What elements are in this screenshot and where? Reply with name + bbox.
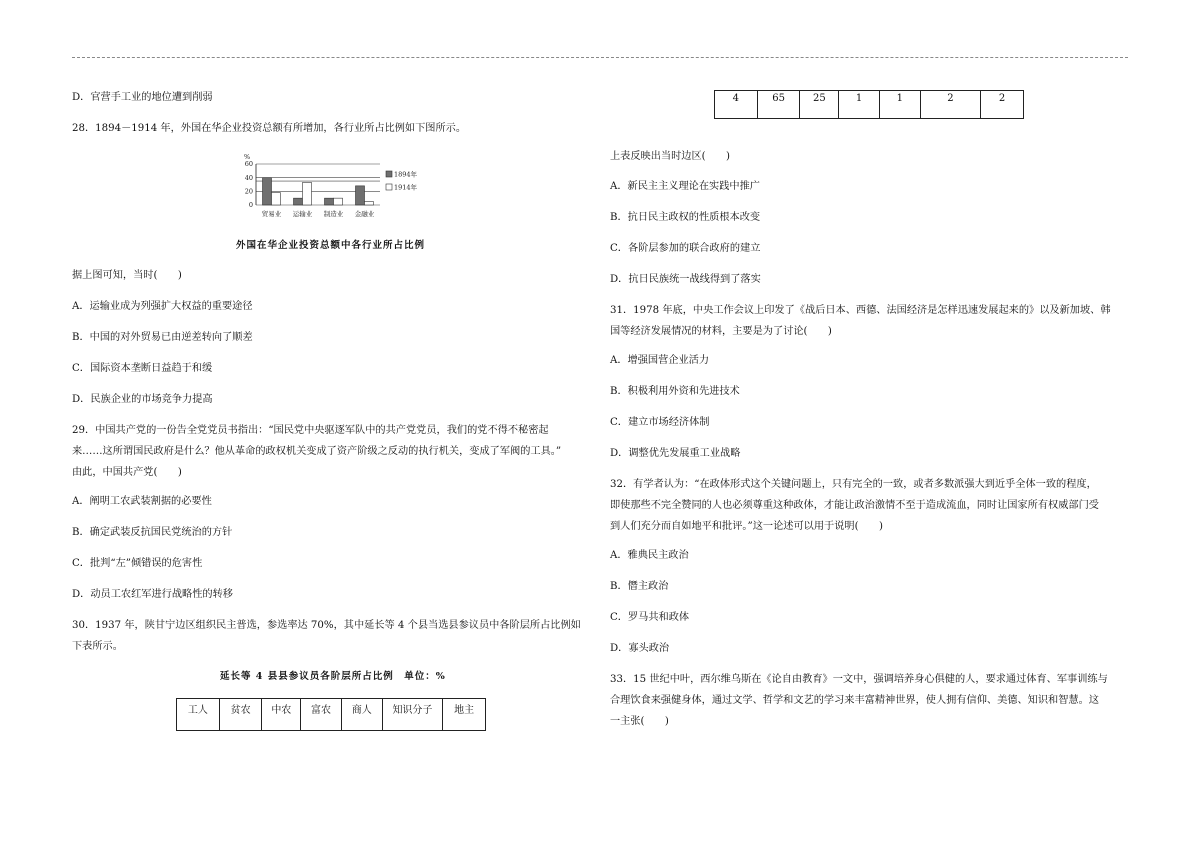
q28-option-d: D．民族企业的市场竞争力提高 (72, 394, 213, 405)
table-header-cell: 工人 (177, 699, 220, 731)
q28-chart-caption: 外国在华企业投资总额中各行业所占比例 (236, 240, 426, 251)
q29-stem-line3: 由此，中国共产党( ) (72, 467, 182, 478)
q29-stem-line1: 29．中国共产党的一份告全党党员书指出：“国民党中央驱逐军队中的共产党党员，我们的党不得不秘密起 (72, 425, 549, 436)
legend-label: 1914年 (394, 183, 418, 192)
q32-stem-line3: 到人们充分而自如地平和批评。”这一论述可以用于说明( ) (610, 521, 883, 532)
q30-table-header (176, 698, 486, 731)
y-tick-label: 0 (248, 201, 253, 210)
table-header-cell: 地主 (443, 699, 486, 731)
legend-label: 1894年 (394, 170, 418, 179)
table-header-cell: 贫农 (219, 699, 262, 731)
q31-stem-line2: 国等经济发展情况的材料，主要是为了讨论( ) (610, 326, 832, 337)
q32-stem-line1: 32．有学者认为：“在政体形式这个关键问题上，只有完全的一致，或者多数派强大到近乎全体一致的程度， (610, 479, 1097, 490)
q29-stem-line2: 来……这所谓国民政府是什么？他从革命的政权机关变成了资产阶级之反动的执行机关，变成了军阀的工具。” (72, 446, 562, 457)
q29-option-a: A．阐明工农武装割据的必要性 (72, 496, 212, 507)
bar-series2 (272, 193, 281, 205)
bar-series2 (334, 198, 343, 205)
table-header-cell: 知识分子 (382, 699, 443, 731)
q28-option-a: A．运输业成为列强扩大权益的重要途径 (72, 301, 253, 312)
q30-option-c: C．各阶层参加的联合政府的建立 (610, 243, 761, 254)
table-value-cell: 1 (839, 91, 880, 119)
q31-option-a: A．增强国营企业活力 (610, 355, 710, 366)
chart-ylabel: % (244, 153, 251, 161)
q29-option-d: D．动员工农红军进行战略性的转移 (72, 589, 233, 600)
q32-option-a: A．雅典民主政治 (610, 550, 689, 561)
q31-stem-line1: 31．1978 年底，中央工作会议上印发了《战后日本、西德、法国经济是怎样迅速发展起来的》以及新加坡、韩 (610, 305, 1111, 316)
q30-option-d: D．抗日民族统一战线得到了落实 (610, 274, 761, 285)
bar-series1 (294, 198, 303, 205)
q31-option-b: B．积极利用外资和先进技术 (610, 386, 740, 397)
q29-option-c: C．批判“左”倾错误的危害性 (72, 558, 203, 569)
q32-option-c: C．罗马共和政体 (610, 612, 690, 623)
q29-option-b: B．确定武装反抗国民党统治的方针 (72, 527, 233, 538)
bar-series2 (303, 182, 312, 205)
bar-series1 (356, 186, 365, 205)
q32-option-b: B．僭主政治 (610, 581, 669, 592)
q28-option-c: C．国际资本垄断日益趋于和缓 (72, 363, 213, 374)
q30-stem-line1: 30．1937 年，陕甘宁边区组织民主普选，参选率达 70%，其中延长等 4 个县当选县参议员中各阶层所占比例如 (72, 620, 581, 631)
q28-bar-chart (236, 150, 436, 222)
q33-stem-line3: 一主张( ) (610, 716, 669, 727)
table-value-cell: 2 (920, 91, 981, 119)
q31-option-c: C．建立市场经济体制 (610, 417, 710, 428)
q30-stem-line2: 下表所示。 (72, 641, 123, 652)
legend-swatch (386, 184, 392, 190)
x-tick-label: 运输业 (292, 210, 313, 218)
q30-question: 上表反映出当时边区( ) (610, 151, 731, 162)
table-value-cell: 25 (800, 91, 839, 119)
q30-table-caption: 延长等 4 县县参议员各阶层所占比例 单位：% (220, 671, 446, 682)
q32-stem-line2: 即使那些不完全赞同的人也必须尊重这种政体，才能让政治激情不至于造成流血，同时让国家所有权威部门受 (610, 500, 1099, 511)
q28-stem: 28．1894－1914 年，外国在华企业投资总额有所增加，各行业所占比例如下图所示。 (72, 123, 467, 134)
q27-option-d: D．官营手工业的地位遭到削弱 (72, 92, 213, 103)
x-tick-label: 贸易业 (261, 210, 282, 218)
table-header-cell: 中农 (262, 699, 301, 731)
y-tick-label: 40 (244, 173, 253, 182)
table-header-cell: 商人 (341, 699, 382, 731)
q30-option-b: B．抗日民主政权的性质根本改变 (610, 212, 761, 223)
q28-question: 据上图可知，当时( ) (72, 270, 182, 281)
q31-option-d: D．调整优先发展重工业战略 (610, 448, 741, 459)
x-tick-label: 制造业 (323, 210, 344, 218)
table-value-cell: 4 (715, 91, 758, 119)
table-header-cell: 富农 (301, 699, 342, 731)
q30-option-a: A．新民主主义理论在实践中推广 (610, 181, 760, 192)
y-tick-label: 60 (244, 160, 253, 169)
legend-swatch (386, 171, 392, 177)
table-value-cell: 1 (879, 91, 920, 119)
q33-stem-line1: 33．15 世纪中叶，西尔维乌斯在《论自由教育》一文中，强调培养身心俱健的人，要求通过体育、军事训练与 (610, 674, 1108, 685)
q33-stem-line2: 合理饮食来强健身体，通过文学、哲学和文艺的学习来丰富精神世界，使人拥有信仰、美德、知识和智慧。这 (610, 695, 1099, 706)
q28-option-b: B．中国的对外贸易已由逆差转向了顺差 (72, 332, 253, 343)
table-value-cell: 65 (757, 91, 800, 119)
q32-option-d: D．寡头政治 (610, 643, 670, 654)
q30-table-values (714, 90, 1024, 119)
bar-series1 (325, 198, 334, 205)
y-tick-label: 20 (244, 187, 253, 196)
header-rule (72, 57, 1128, 58)
x-tick-label: 金融业 (354, 210, 375, 218)
bar-series2 (365, 202, 374, 205)
bar-series1 (263, 178, 272, 205)
table-value-cell: 2 (981, 91, 1024, 119)
